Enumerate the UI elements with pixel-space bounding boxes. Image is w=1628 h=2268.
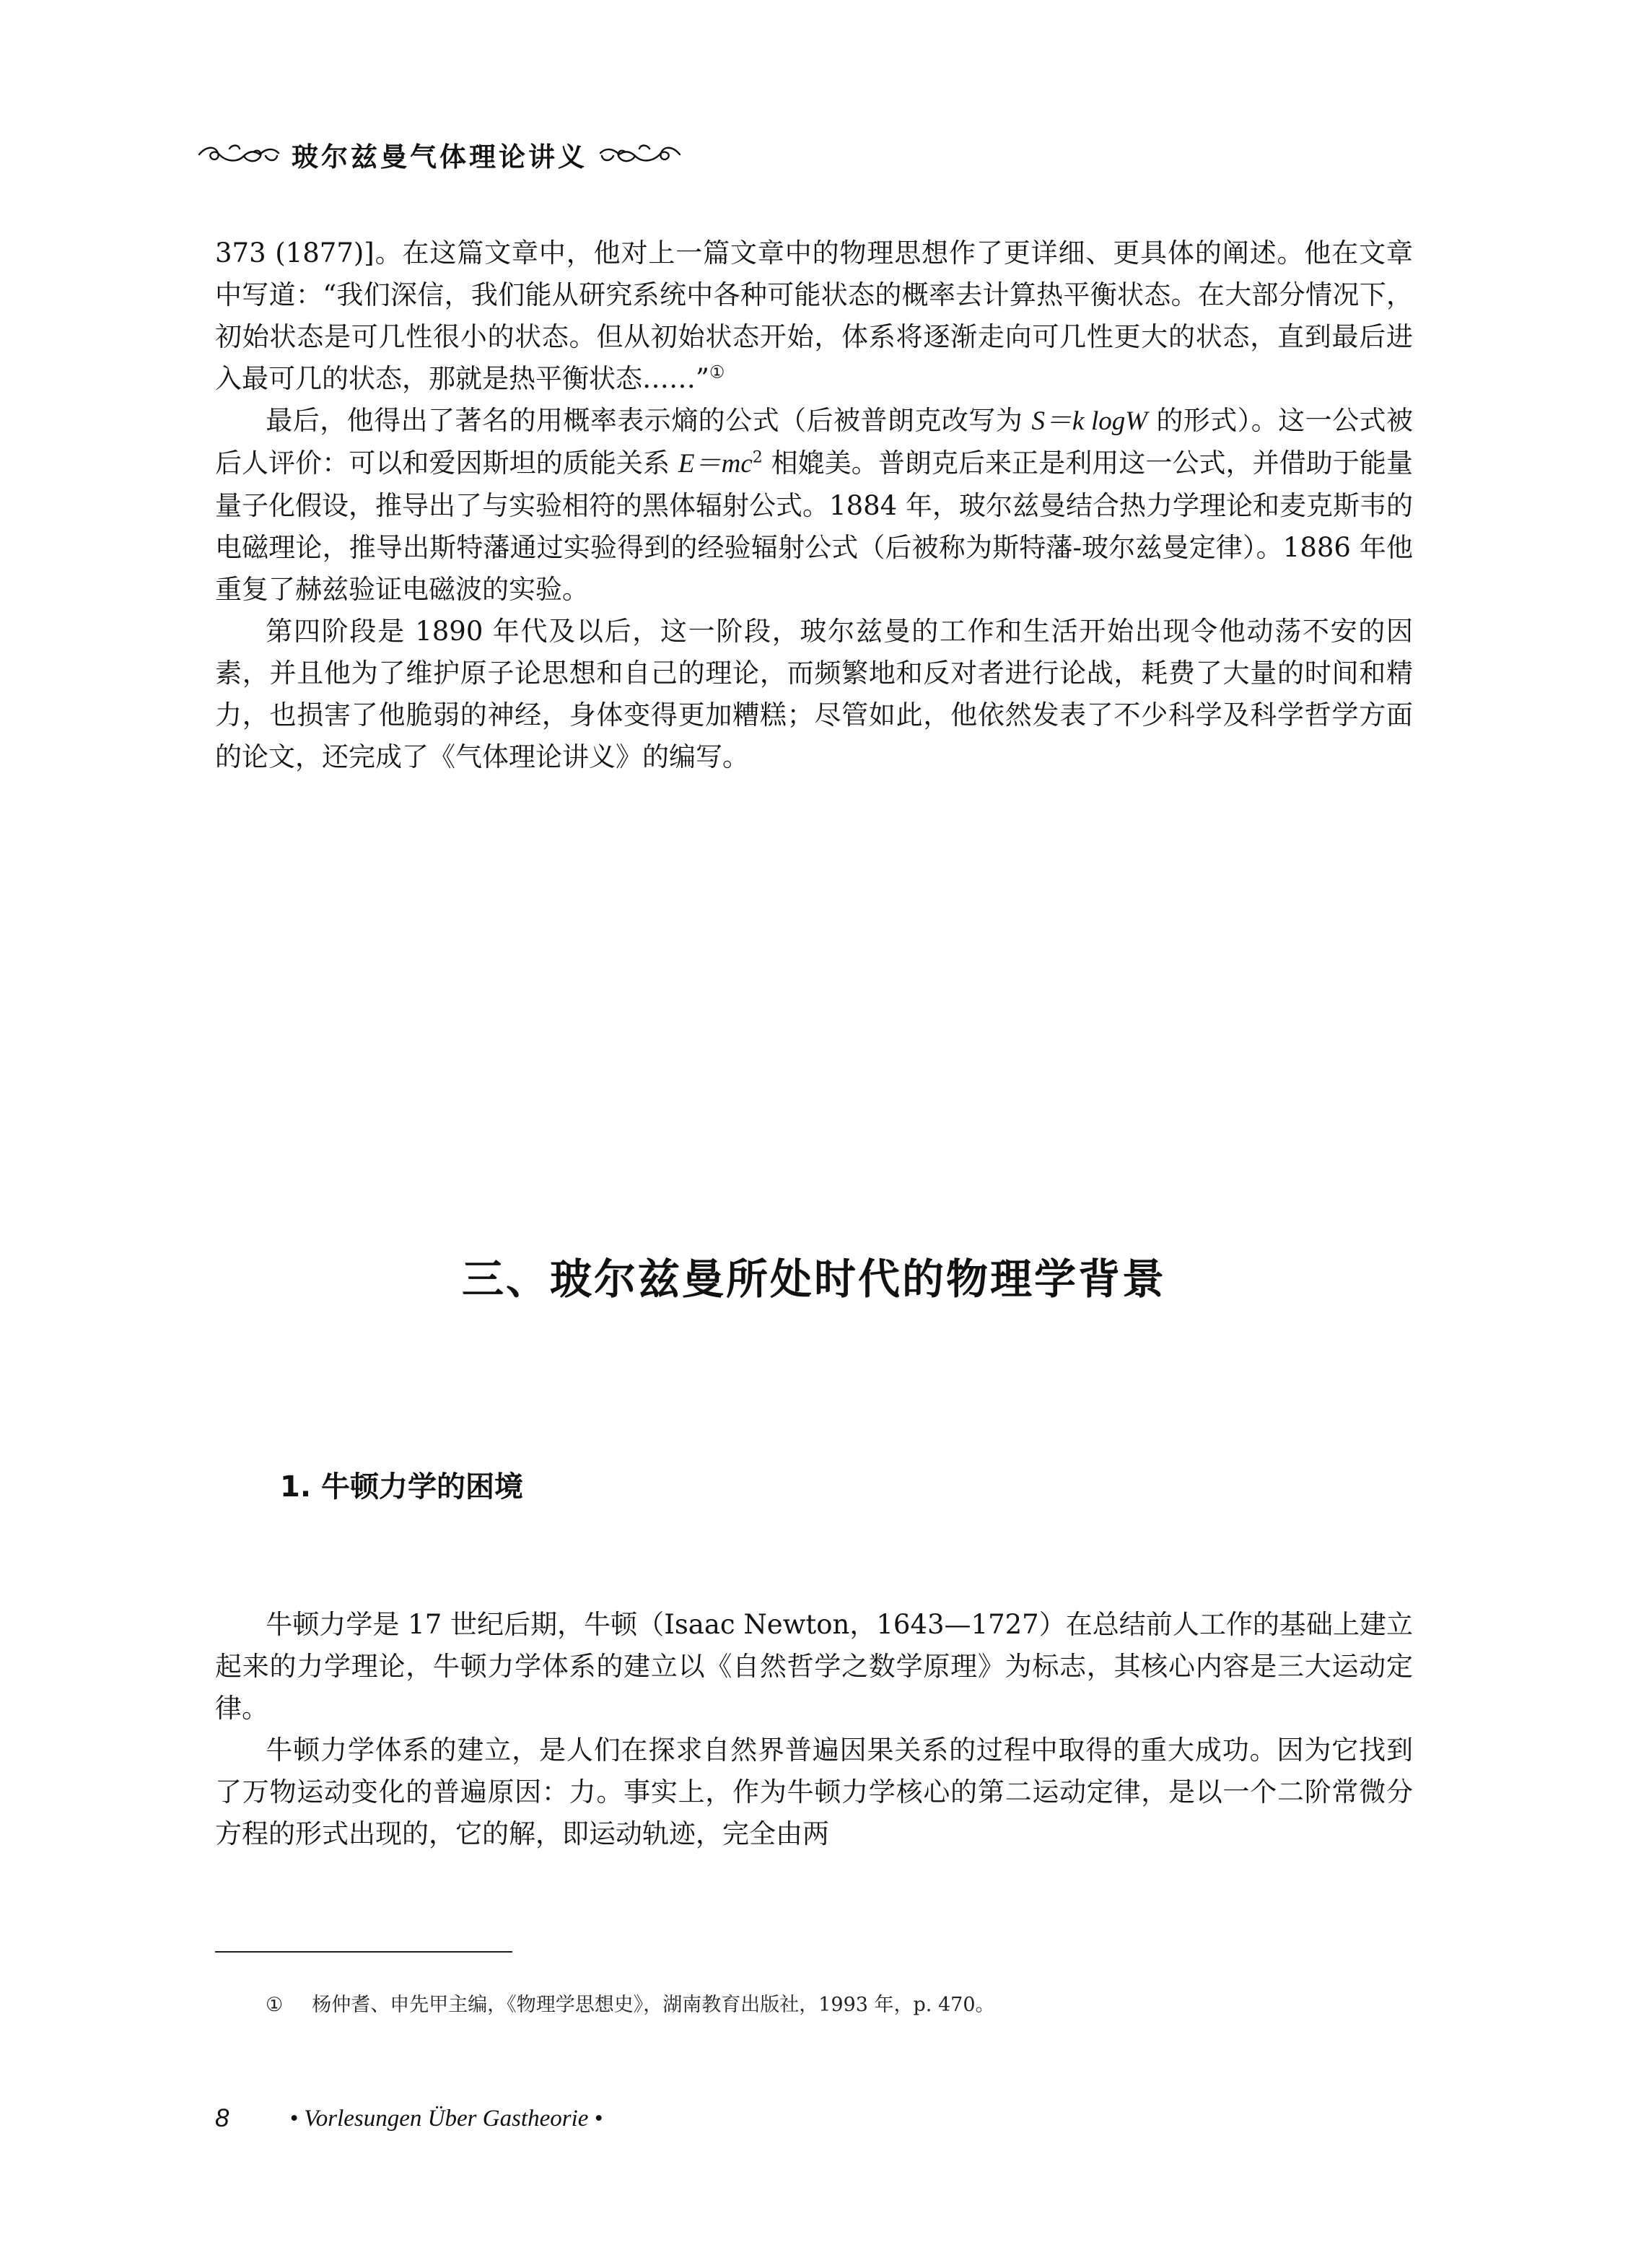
footnote-text: 杨仲耆、申先甲主编，《物理学思想史》，湖南教育出版社，1993 年，p. 470。: [312, 1994, 995, 2016]
ornament-left-icon: [196, 140, 281, 169]
footnote-divider: [215, 1951, 512, 1953]
ornament-right-icon: [598, 140, 683, 169]
paragraph-5: 牛顿力学体系的建立，是人们在探求自然界普遍因果关系的过程中取得的重大成功。因为它找到了万物运动变化的普遍原因：力。事实上，作为牛顿力学核心的第二运动定律，是以一个二阶常微分方程的形式出现的，它的解，即运动轨迹，完全由两: [215, 1735, 1413, 1849]
subsection-title: 1. 牛顿力学的困境: [280, 1470, 523, 1504]
paragraph-3: 第四阶段是 1890 年代及以后，这一阶段，玻尔兹曼的工作和生活开始出现令他动荡不安的因素，并且他为了维护原子论思想和自己的理论，而频繁地和反对者进行论战，耗费了大量的时间和精力，也损害了他脆弱的神经，身体变得更加糟糕；尽管如此，他依然发表了不少科学及科学哲学方面的论文，还完成了《气体理论讲义》的编写。: [215, 616, 1413, 772]
running-header: [196, 133, 683, 176]
paragraph-2-text-c: 相媲美。普朗克后来正是利用这一公式，并借助于能量量子化假设，推导出了与实验相符的黑体辐射公式。1884 年，玻尔兹曼结合热力学理论和麦克斯韦的电磁理论，推导出斯特藩通过实验得到的经验辐射公式（后被称为斯特藩-玻尔兹曼定律）。1886 年他重复了赫兹验证电磁波的实验。: [215, 448, 1413, 605]
section-title: 三、玻尔兹曼所处时代的物理学背景: [461, 1255, 1166, 1304]
running-title: 玻尔兹曼气体理论讲义: [292, 141, 587, 173]
body-text-top: [215, 232, 1413, 778]
body-text-bottom: [215, 1604, 1413, 1855]
page-footer: [215, 2101, 603, 2137]
paragraph-4: 牛顿力学是 17 世纪后期，牛顿（Isaac Newton，1643—1727）在总结前人工作的基础上建立起来的力学理论，牛顿力学体系的建立以《自然哲学之数学原理》为标志，其核心内容是三大运动定律。: [215, 1609, 1413, 1724]
paragraph-1: [215, 232, 1413, 400]
paragraph-1-text: 373 (1877)]。在这篇文章中，他对上一篇文章中的物理思想作了更详细、更具体的阐述。他在文章中写道：“我们深信，我们能从研究系统中各种可能状态的概率去计算热平衡状态。在大部分情况下，初始状态是可几性很小的状态。但从初始状态开始，体系将逐渐走向可几性更大的状态，直到最后进入最可几的状态，那就是热平衡状态……”: [215, 237, 1413, 394]
page-number: 8: [215, 2104, 229, 2132]
mass-energy-formula: E＝mc: [678, 449, 753, 479]
paragraph-2-text-a: 最后，他得出了著名的用概率表示熵的公式（后被普朗克改写为: [266, 405, 1032, 436]
footnote-mark: ①: [266, 1994, 284, 2016]
entropy-formula: S＝k logW: [1031, 406, 1148, 436]
footnote: [266, 1991, 995, 2020]
footnote-ref[interactable]: ①: [709, 362, 725, 383]
paragraph-2: [215, 400, 1413, 611]
footer-running-title: • Vorlesungen Über Gastheorie •: [289, 2105, 603, 2132]
paragraph-2-text-b: 的形式）。这一公式被后人评价：可以和爱因斯坦的质能关系: [215, 405, 1414, 479]
formula-exponent: 2: [752, 448, 763, 467]
